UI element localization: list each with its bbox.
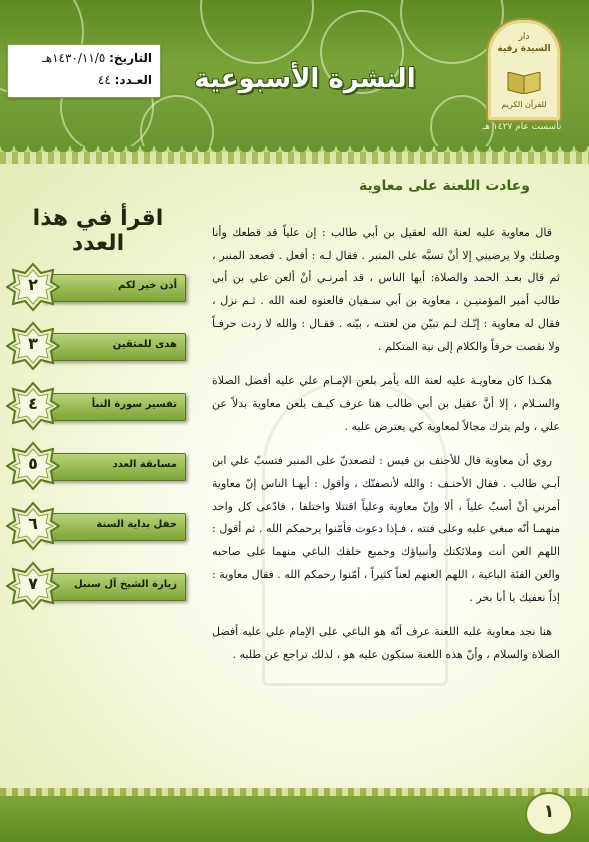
logo-emblem	[486, 18, 562, 122]
article-paragraph: قال معاوية عليه لعنة الله لعقيل بن أبي طالب : إن علياً قد قطعك وأنا وصلتك ولا يرضيني إلا أنْ تسبَّه على المنبر . فقال لـه : أفعل . فصعد المنبر ، ثم قال بعـد الحمد والصلاة: أيها الناس ، قد أمرنـي أنْ ألعن علي بن أبي طالب أمير المؤمنيـن ، معاوية بن أبي سـفيان فالعنوه لعنه الله . ثـم نزل ، فقال له معاوية : إنّـك لـم تبيّن من لعنتـه ، بيّنه . فقـال : والله لا زدت حرفـاً ولا نقصت حرفاً والكلام إلى نية المتكلم .	[212, 226, 560, 353]
logo-caption: تأسست عام ١٤٢٧ هـ	[482, 122, 562, 132]
toc-item-label: زيارة الشيخ آل سنبل	[73, 579, 177, 590]
toc-title: اقرأ في هذا العدد	[32, 206, 164, 256]
article-paragraph: هكـذا كان معاويـة عليه لعنة الله يأمر بلعن الإمـام علي عليه أفضل الصلاة والسـلام ، إلا أنَّ عقيل بن أبي طالب هنا عرف كيـف يلعن معاوية بدلاً عن علي ، ولم يترك مجالاً لمعاوية كي يعترض عليه .	[212, 374, 560, 433]
article-title: وعادت اللعنة على معاوية	[359, 178, 530, 194]
issue-line	[98, 73, 152, 87]
issue-label: العـدد:	[114, 73, 152, 87]
toc-item-label: حفل بداية السنة	[96, 519, 177, 530]
toc-bar	[42, 393, 186, 421]
date-value: ١٤٣٠/١١/٥هـ	[42, 51, 106, 65]
toc-item[interactable]	[0, 321, 196, 371]
page-number: ١	[543, 801, 555, 822]
toc-page-number: ٥	[28, 454, 38, 473]
toc-page-number: ٣	[28, 334, 38, 353]
toc-bar	[42, 573, 186, 601]
toc-page-number: ٧	[28, 574, 38, 593]
article-body	[212, 222, 560, 679]
toc-item-label: مسابقة العدد	[112, 459, 177, 470]
article-paragraph: هنا نجد معاوية عليه اللعنة عرف أنّه هو الباغي على الإمام علي عليه أفضل الصلاة والسلام ، وأنّ هذه اللعنة ستكون عليه هو ، لذلك تراجع عن طلبه .	[212, 625, 560, 661]
toc-bar	[42, 333, 186, 361]
footer-band	[0, 796, 589, 842]
toc-item[interactable]	[0, 441, 196, 491]
logo-line-2: السيدة رقية	[497, 44, 551, 54]
article-paragraph: روي أن معاوية قال للأحنف بن قيس : لتصعدنّ على المنبر فتسبّ علي ابن أبـي طالب . فقال الأحنـف : والله لأنصفنّك ، وأقول : أيهـا الناس إنّ معاوية أمرني أنْ أسبّ علياً ، ألا وإنّ معاوية وعلياً اقتتلا واختلفا ، فادّعى كل واحد منهمـا أنّه مبغي عليه وعلى فتته ، فـإذا دعوت فأمّنوا يرحمكم الله . ثم أقول : اللهم العن أنت وملائكتك وأنبياؤك وجميع خلقك الباغي منهما على صاحبه والعن الفئة الباغية ، اللهم العنهم لعناً كثيراً ، أمّنوا رحمكم الله . فقال معاوية : إذاً نعفيك يا أبا بحر .	[212, 454, 560, 604]
toc-page-number: ٤	[28, 394, 38, 413]
toc-page-number: ٦	[28, 514, 38, 533]
issue-value: ٤٤	[97, 73, 111, 87]
date-label: التاريخ:	[109, 51, 152, 65]
toc-item-label: تفسير سورة النبأ	[91, 399, 177, 410]
toc-item[interactable]	[0, 262, 196, 312]
toc-item-label: هدى للمتقين	[112, 339, 177, 350]
toc-bar	[42, 453, 186, 481]
newsletter-title: النشرة الأسبوعية	[194, 64, 416, 94]
toc-item[interactable]	[0, 501, 196, 551]
toc-bar	[42, 274, 186, 302]
logo-line-3: للقرآن الكريم	[501, 100, 547, 109]
header-pattern-border	[0, 152, 589, 164]
toc-bar	[42, 513, 186, 541]
logo-line-1: دار	[518, 32, 530, 42]
open-book-icon	[506, 72, 542, 94]
toc-item-label: أذن خير لكم	[118, 280, 177, 291]
date-line	[42, 51, 152, 65]
toc-page-number: ٢	[28, 275, 38, 294]
toc-item[interactable]	[0, 381, 196, 431]
issue-info-box	[7, 44, 161, 98]
toc-item[interactable]	[0, 561, 196, 611]
